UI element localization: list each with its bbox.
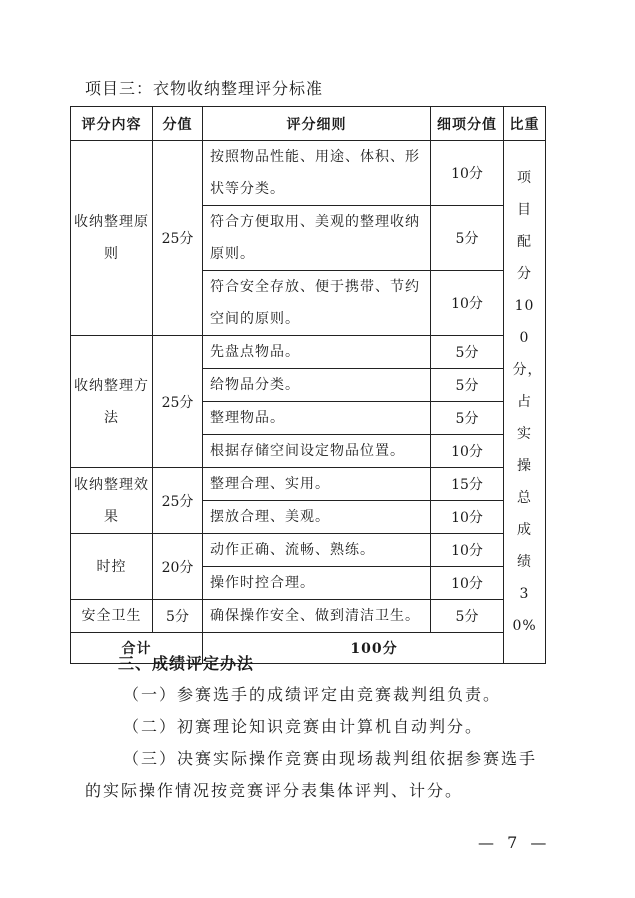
- detail-cell: 符合安全存放、便于携带、节约空间的原则。: [203, 271, 431, 336]
- score-cell: 5分: [153, 600, 203, 633]
- paragraph-2: （二）初赛理论知识竞赛由计算机自动判分。: [123, 717, 484, 736]
- content-cell: 时控: [71, 534, 153, 600]
- content-cell: 收纳整理方法: [71, 336, 153, 468]
- detail-cell: 符合方便取用、美观的整理收纳原则。: [203, 206, 431, 271]
- score-cell: 25分: [153, 468, 203, 534]
- sub-score-cell: 10分: [431, 534, 504, 567]
- sub-score-cell: 5分: [431, 206, 504, 271]
- sub-score-cell: 5分: [431, 336, 504, 369]
- paragraph-1: （一）参赛选手的成绩评定由竞赛裁判组负责。: [123, 685, 502, 704]
- section-heading: 三、成绩评定办法: [118, 654, 255, 673]
- score-cell: 25分: [153, 336, 203, 468]
- sub-score-cell: 5分: [431, 369, 504, 402]
- table-header-row: [71, 107, 546, 141]
- header-content: 评分内容: [71, 107, 153, 141]
- detail-cell: 整理合理、实用。: [203, 468, 431, 501]
- table-row: [71, 534, 546, 567]
- content-cell: 收纳整理原则: [71, 141, 153, 336]
- sub-score-cell: 10分: [431, 141, 504, 206]
- sub-score-cell: 5分: [431, 600, 504, 633]
- header-weight: 比重: [504, 107, 546, 141]
- sub-score-cell: 10分: [431, 501, 504, 534]
- page-number: — 7 —: [478, 833, 551, 852]
- header-detail: 评分细则: [203, 107, 431, 141]
- detail-cell: 动作正确、流畅、熟练。: [203, 534, 431, 567]
- table-row: [71, 336, 546, 369]
- sub-score-cell: 15分: [431, 468, 504, 501]
- sub-score-cell: 10分: [431, 567, 504, 600]
- detail-cell: 确保操作安全、做到清洁卫生。: [203, 600, 431, 633]
- content-cell: 收纳整理效果: [71, 468, 153, 534]
- header-sub-score: 细项分值: [431, 107, 504, 141]
- weight-text: 项目配分100分，占实操总成绩30%: [512, 170, 543, 634]
- table-row: [71, 468, 546, 501]
- score-cell: 25分: [153, 141, 203, 336]
- total-label: 合计: [71, 633, 203, 664]
- detail-cell: 给物品分类。: [203, 369, 431, 402]
- score-cell: 20分: [153, 534, 203, 600]
- content-cell: 安全卫生: [71, 600, 153, 633]
- detail-cell: 先盘点物品。: [203, 336, 431, 369]
- detail-cell: 摆放合理、美观。: [203, 501, 431, 534]
- header-score: 分值: [153, 107, 203, 141]
- sub-score-cell: 10分: [431, 435, 504, 468]
- table-row: [71, 600, 546, 633]
- table-row: [71, 141, 546, 206]
- detail-cell: 操作时控合理。: [203, 567, 431, 600]
- detail-cell: 整理物品。: [203, 402, 431, 435]
- detail-cell: 根据存储空间设定物品位置。: [203, 435, 431, 468]
- weight-cell: [504, 141, 546, 664]
- sub-score-cell: 10分: [431, 271, 504, 336]
- sub-score-cell: 5分: [431, 402, 504, 435]
- total-value: 100分: [203, 633, 546, 664]
- scoring-table: [70, 106, 546, 664]
- paragraph-3: （三）决赛实际操作竞赛由现场裁判组依据参赛选手的实际操作情况按竞赛评分表集体评判、计分。: [85, 749, 538, 800]
- detail-cell: 按照物品性能、用途、体积、形状等分类。: [203, 141, 431, 206]
- table-caption: 项目三：衣物收纳整理评分标准: [85, 79, 324, 98]
